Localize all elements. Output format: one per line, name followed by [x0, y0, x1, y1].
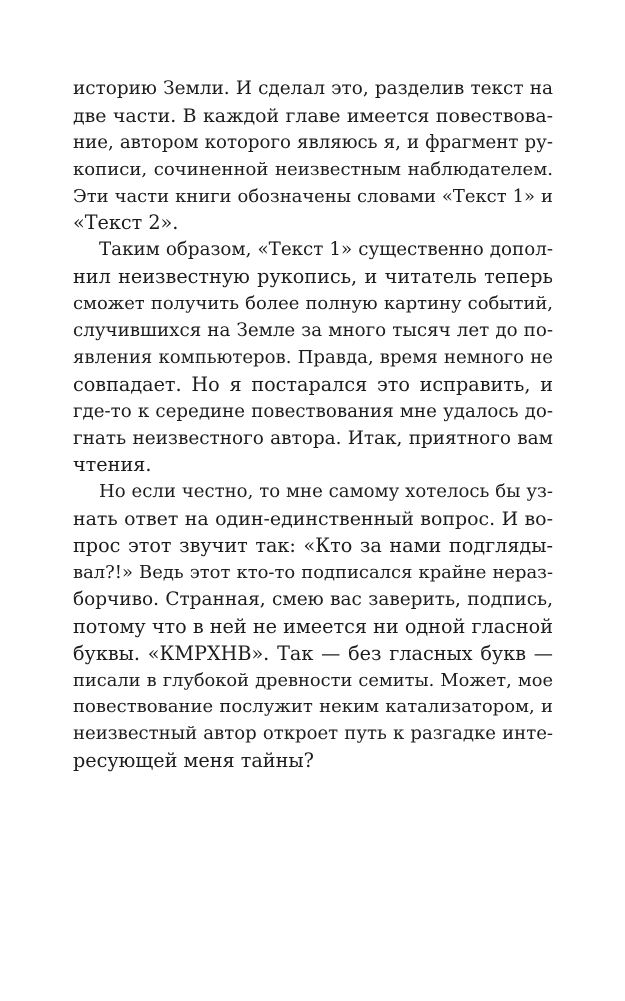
text-line: чтения. — [73, 453, 152, 477]
text-line: борчиво. Странная, смею вас заверить, подпись, — [73, 588, 553, 610]
text-line: нать ответ на один-единственный вопрос. И во- — [73, 508, 553, 531]
text-line: неизвестный автор откроет путь к разгадке инте- — [73, 723, 553, 745]
text-line: прос этот звучит так: «Кто за нами подгляды- — [73, 534, 553, 558]
body-text — [73, 76, 553, 775]
text-line: гнать неизвестного автора. Итак, приятного вам — [73, 427, 553, 449]
text-line: «Текст 2». — [73, 211, 179, 235]
text-line: явления компьютеров. Правда, время немного не — [73, 346, 553, 368]
paragraph-3 — [73, 479, 553, 775]
text-line: две части. В каждой главе имеется повествова- — [73, 104, 553, 127]
text-line: вал?!» Ведь этот кто-то подписался крайне нераз- — [73, 562, 553, 584]
text-line: историю Земли. И сделал это, разделив текст на — [73, 78, 553, 99]
text-line: Эти части книги обозначены словами «Текст 1» и — [73, 185, 553, 207]
text-line: Таким образом, «Текст 1» существенно допол- — [99, 239, 553, 261]
text-line: сможет получить более полную картину событий, — [73, 293, 553, 315]
paragraph-2 — [73, 237, 553, 479]
text-line: писали в глубокой древности семиты. Может, мое — [73, 669, 553, 691]
text-line: где-то к середине повествования мне удалось до- — [73, 400, 553, 422]
text-line: случившихся на Земле за много тысяч лет до по- — [73, 320, 553, 342]
text-line: потому что в ней не имеется ни одной гласной — [73, 614, 553, 638]
text-line: кописи, сочиненной неизвестным наблюдателем. — [73, 158, 553, 180]
text-line: повествование послужит неким катализатором, и — [73, 696, 553, 718]
text-line: нил неизвестную рукопись, и читатель теперь — [73, 265, 553, 289]
text-line: Но если честно, то мне самому хотелось бы уз- — [99, 481, 553, 503]
paragraph-1 — [73, 76, 553, 237]
text-line: буквы. «КМРХНВ». Так — без гласных букв — — [73, 641, 553, 665]
text-line: ресующей меня тайны? — [73, 749, 314, 773]
text-line: совпадает. Но я постарался это исправить, и — [73, 372, 553, 396]
text-line: ние, автором которого являюсь я, и фрагмент ру- — [73, 131, 553, 153]
